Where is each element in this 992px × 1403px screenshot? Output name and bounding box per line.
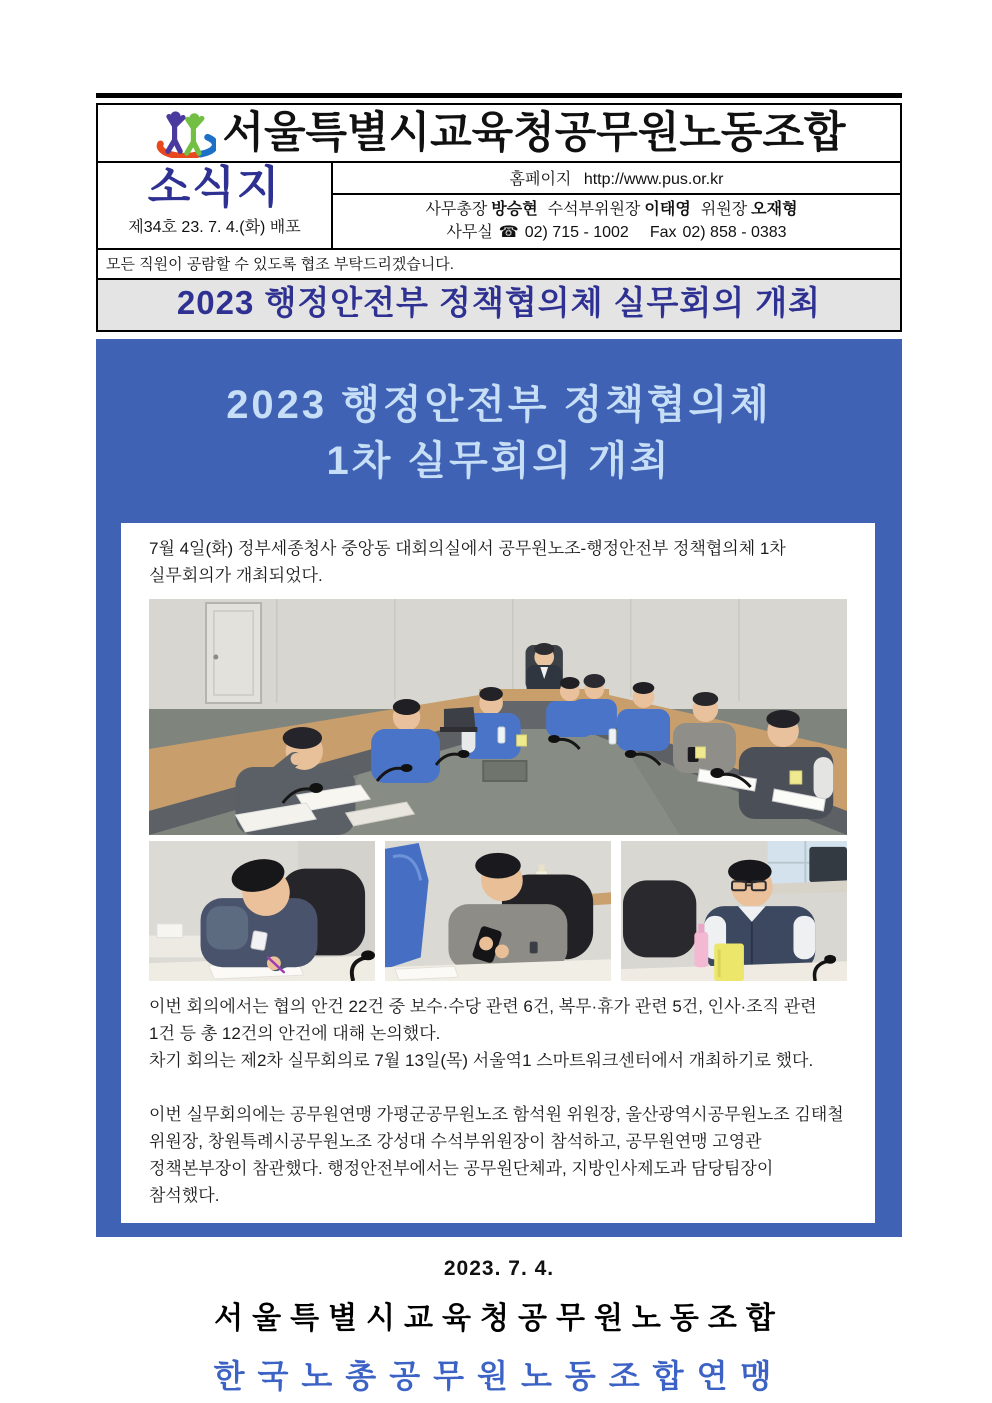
article-card	[121, 523, 875, 1223]
photo-man-with-glasses	[621, 841, 847, 981]
staff-name: 방승현	[491, 201, 538, 218]
contact-cell	[333, 163, 900, 248]
banner-title	[96, 377, 902, 489]
office-line	[333, 221, 900, 244]
banner-line-2: 1차 실무회의 개최	[326, 438, 672, 483]
office-phone: 02) 715 - 1002	[524, 224, 629, 242]
footer-federation-name: 한국노총공무원노동조합연맹	[213, 1357, 785, 1394]
footer	[96, 1257, 902, 1397]
meeting-room-photo	[149, 599, 847, 835]
article-para3: 이번 실무회의에는 공무원연맹 가평군공무원노조 함석원 위원장, 울산광역시공무원노조 김태철 위원장, 창원특례시공무원노조 강성대 수석부위원장이 참석하고, 공무원연맹 고영관 정책본부장이 참관했다. 행정안전부에서는 공무원단체과, 지방인사제도과 담당팀장이 참석했다.	[149, 1104, 844, 1205]
issue-info: 제34호 23. 7. 4.(화) 배포	[128, 219, 301, 236]
newsletter-page	[96, 93, 902, 1397]
union-logo-icon	[152, 109, 216, 157]
banner-line-1: 2023 행정안전부 정책협의체	[226, 382, 772, 427]
newsletter-label: 소식지	[147, 163, 282, 212]
article-intro: 7월 4일(화) 정부세종청사 중앙동 대회의실에서 공무원노조-행정안전부 정책협의체 1차 실무회의가 개최되었다.	[149, 538, 786, 585]
header-info	[98, 163, 900, 248]
fax-label: Fax	[649, 224, 677, 242]
staff-name: 이태영	[644, 201, 691, 218]
article-para2b: 차기 회의는 제2차 실무회의로 7월 13일(목) 서울역1 스마트워크센터에서 개최하기로 했다.	[149, 1050, 814, 1070]
headline-bar	[96, 280, 902, 331]
homepage-label: 홈페이지	[509, 171, 572, 188]
office-label: 사무실	[446, 224, 493, 242]
staff-role: 사무총장	[425, 201, 488, 218]
newsletter-cell	[98, 163, 333, 248]
photo-row	[149, 841, 847, 981]
article-panel	[96, 339, 902, 1237]
article-para2a: 이번 회의에서는 협의 안건 22건 중 보수·수당 관련 6건, 복무·휴가 관련 5건, 인사·조직 관련 1건 등 총 12건의 안건에 대해 논의했다.	[149, 996, 817, 1043]
notice-text: 모든 직원이 공람할 수 있도록 협조 부탁드리겠습니다.	[96, 250, 902, 280]
homepage-url: http://www.pus.or.kr	[583, 171, 724, 188]
photo-man-writing	[149, 841, 375, 981]
org-title: 서울특별시교육청공무원노동조합	[222, 109, 846, 157]
footer-org-name: 서울특별시교육청공무원노동조합	[214, 1301, 784, 1335]
header	[96, 103, 902, 250]
fax-number: 02) 858 - 0383	[682, 224, 787, 242]
phone-icon: ☎	[498, 224, 519, 242]
photo-man-with-phone	[385, 841, 611, 981]
staff-role: 위원장	[700, 201, 748, 218]
staff-name: 오재형	[751, 201, 798, 218]
footer-date: 2023. 7. 4.	[443, 1256, 555, 1280]
top-rule	[96, 93, 902, 98]
masthead	[98, 105, 900, 163]
staff-role: 수석부위원장	[547, 201, 641, 218]
homepage-row	[333, 163, 900, 195]
staff-rows	[333, 195, 900, 248]
staff-line	[333, 198, 900, 221]
headline: 2023 행정안전부 정책협의체 실무회의 개최	[176, 284, 822, 322]
